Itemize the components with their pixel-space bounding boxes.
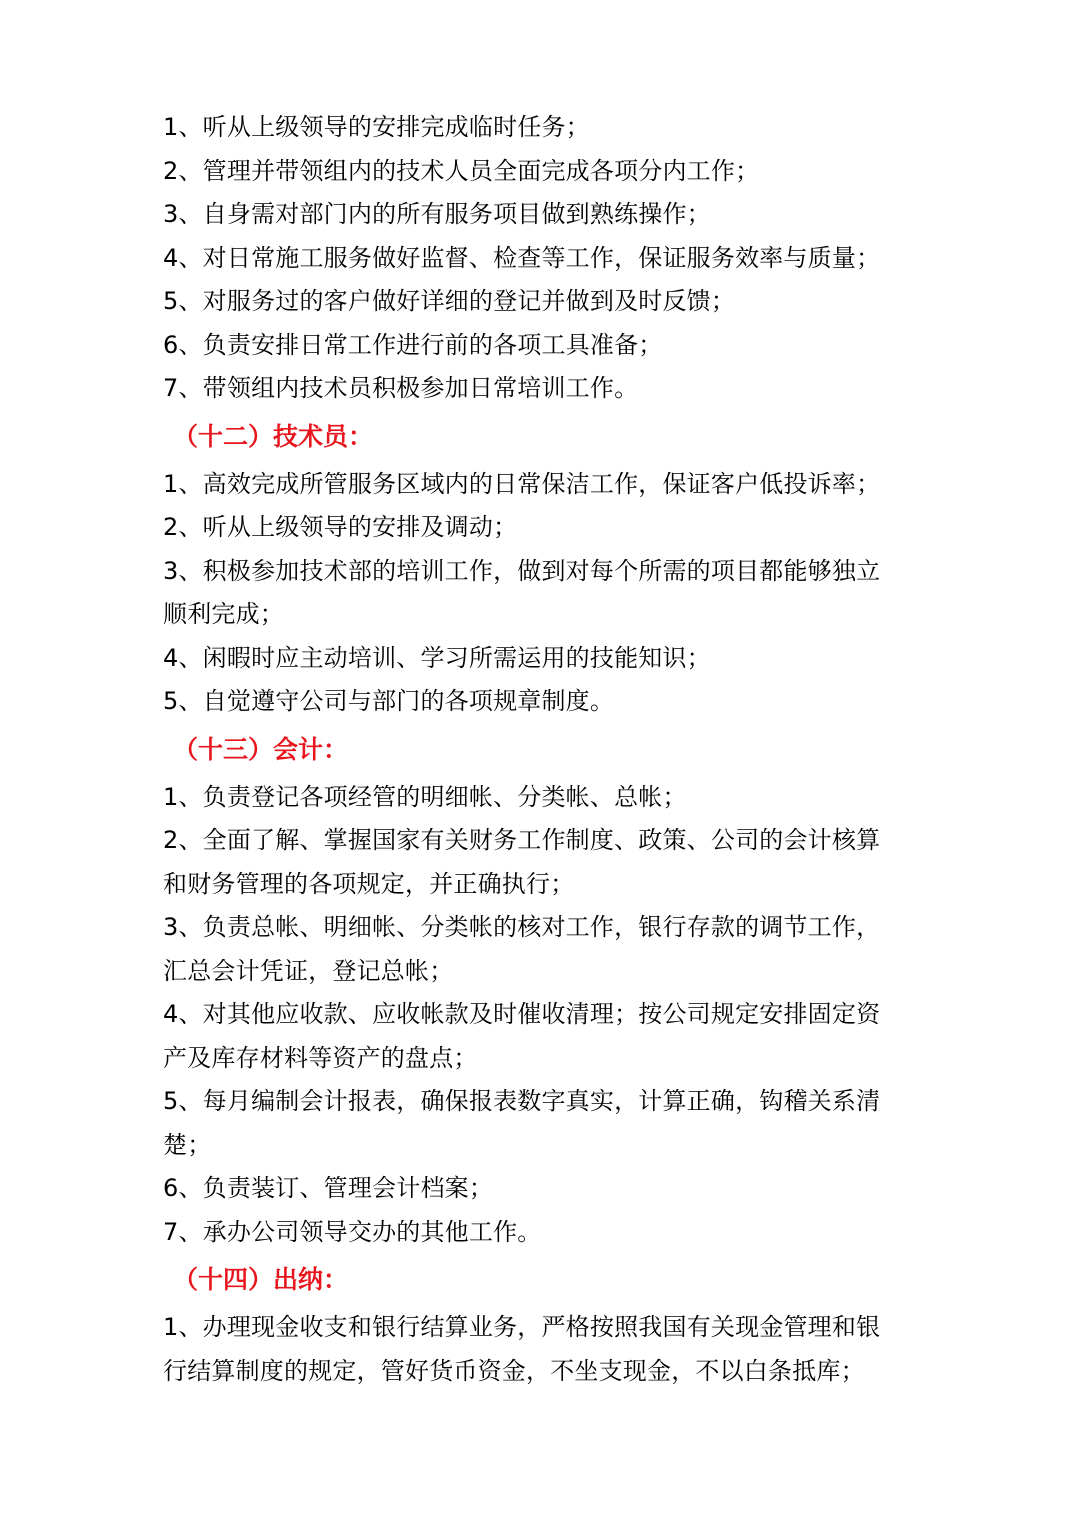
list-item: 6、负责装订、管理会计档案； <box>163 1174 494 1202</box>
document-page <box>163 106 923 1393</box>
duties-list-block1 <box>163 106 923 411</box>
list-item: 汇总会计凭证，登记总帐； <box>163 956 454 985</box>
list-item: 5、自觉遵守公司与部门的各项规章制度。 <box>163 687 615 715</box>
list-item: 7、带领组内技术员积极参加日常培训工作。 <box>163 374 639 402</box>
list-item: 7、承办公司领导交办的其他工作。 <box>163 1217 542 1246</box>
duties-list-technician <box>163 463 923 724</box>
duties-list-cashier <box>163 1306 923 1393</box>
list-item: 5、对服务过的客户做好详细的登记并做到及时反馈； <box>163 287 736 315</box>
list-item: 5、每月编制会计报表，确保报表数字真实，计算正确，钩稽关系清 <box>163 1087 881 1115</box>
list-item: 和财务管理的各项规定，并正确执行； <box>163 869 575 898</box>
section-heading-accountant: （十三）会计： <box>173 734 349 764</box>
list-item: 楚； <box>163 1130 212 1159</box>
list-item: 3、自身需对部门内的所有服务项目做到熟练操作； <box>163 200 711 228</box>
list-item: 1、听从上级领导的安排完成临时任务； <box>163 113 590 141</box>
list-item: 4、对其他应收款、应收帐款及时催收清理；按公司规定安排固定资 <box>163 1000 881 1028</box>
list-item: 3、积极参加技术部的培训工作，做到对每个所需的项目都能够独立 <box>163 556 881 585</box>
list-item: 1、高效完成所管服务区域内的日常保洁工作，保证客户低投诉率； <box>163 469 881 498</box>
list-item: 顺利完成； <box>163 600 284 628</box>
list-item: 1、负责登记各项经管的明细帐、分类帐、总帐； <box>163 782 687 811</box>
list-item: 2、听从上级领导的安排及调动； <box>163 513 518 541</box>
section-heading-cashier: （十四）出纳： <box>173 1265 349 1294</box>
list-item: 4、对日常施工服务做好监督、检查等工作，保证服务效率与质量； <box>163 243 881 272</box>
list-item: 1、办理现金收支和银行结算业务，严格按照我国有关现金管理和银 <box>163 1313 881 1341</box>
list-item: 3、负责总帐、明细帐、分类帐的核对工作，银行存款的调节工作， <box>163 913 881 941</box>
list-item: 产及库存材料等资产的盘点； <box>163 1043 478 1072</box>
list-item: 2、全面了解、掌握国家有关财务工作制度、政策、公司的会计核算 <box>163 826 881 854</box>
list-item: 2、管理并带领组内的技术人员全面完成各项分内工作； <box>163 156 760 185</box>
list-item: 4、闲暇时应主动培训、学习所需运用的技能知识； <box>163 643 711 672</box>
list-item: 行结算制度的规定，管好货币资金，不坐支现金，不以白条抵库； <box>163 1356 865 1385</box>
list-item: 6、负责安排日常工作进行前的各项工具准备； <box>163 330 663 359</box>
duties-list-accountant <box>163 776 923 1255</box>
section-heading-technician: （十二）技术员： <box>173 421 374 451</box>
